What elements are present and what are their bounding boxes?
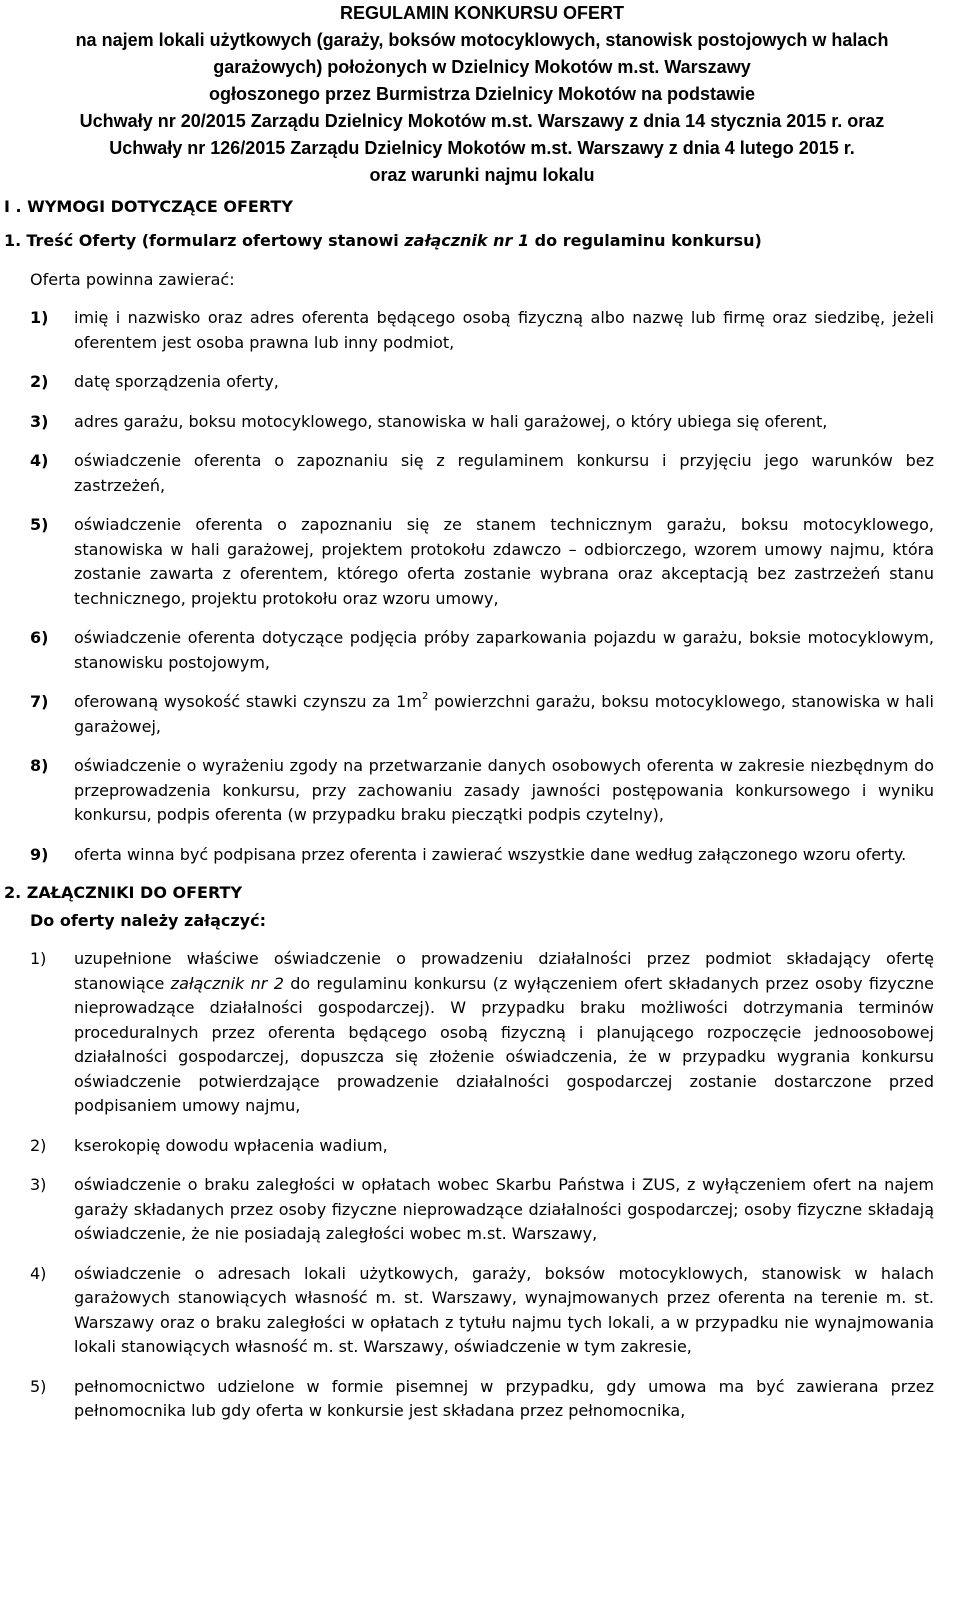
list-item	[30, 370, 934, 395]
item-number: 5)	[30, 1376, 47, 1396]
point-heading	[4, 230, 934, 252]
section-heading-requirements: I . WYMOGI DOTYCZĄCE OFERTY	[4, 197, 293, 216]
item-text-part: oferowaną wysokość stawki czynszu za 1m	[74, 692, 422, 711]
item-number: 7)	[30, 692, 49, 711]
item-text: imię i nazwisko oraz adres oferenta będącego osobą fizyczną albo nazwę lub firmę oraz siedzibę, jeżeli oferentem jest osoba prawna lub inny podmiot,	[74, 308, 934, 352]
item-text-part: powierzchni garażu, boksu motocyklowego, stanowiska w hali garażowej,	[74, 692, 934, 736]
item-text-italic: załącznik nr 2	[170, 973, 284, 993]
item-text	[74, 947, 934, 1119]
offer-contents-list	[30, 306, 934, 867]
point-number: 1.	[4, 231, 22, 250]
title-line: ogłoszonego przez Burmistrza Dzielnicy Mokotów na podstawie	[208, 84, 756, 104]
title-line: Uchwały nr 126/2015 Zarządu Dzielnicy Mokotów m.st. Warszawy z dnia 4 lutego 2015 r.	[109, 138, 855, 158]
list-item	[30, 449, 934, 498]
item-number: 9)	[30, 844, 49, 864]
item-text: adres garażu, boksu motocyklowego, stanowiska w hali garażowej, o który ubiega się oferent,	[74, 411, 828, 431]
item-number: 5)	[30, 515, 49, 534]
title-line: Uchwały nr 20/2015 Zarządu Dzielnicy Mokotów m.st. Warszawy z dnia 14 stycznia 2015 r. oraz	[79, 111, 885, 131]
item-number: 1)	[30, 308, 49, 327]
list-item	[30, 626, 934, 675]
item-text: oświadczenie oferenta o zapoznaniu się ze stanem technicznym garażu, boksu motocyklowego, stanowiska w hali garażowej, projektem protokołu zdawczo – odbiorczego, wzorem umowy najmu, która zostanie zawarta z oferentem, którego oferta zostanie wybrana oraz akceptacją bez zastrzeżeń stanu technicznego, projektu protokołu oraz wzoru umowy,	[74, 515, 934, 608]
list-item	[30, 410, 934, 435]
item-text: oświadczenie o wyrażeniu zgody na przetwarzanie danych osobowych oferenta w zakresie niezbędnym do przeprowadzenia konkursu, przy zachowaniu zasady jawności postępowania konkursowego i wyniku konkursu, podpis oferenta (w przypadku braku pieczątki podpis czytelny),	[74, 756, 934, 824]
list-item	[30, 1262, 934, 1360]
list-item	[30, 1173, 934, 1247]
item-text	[74, 690, 934, 739]
list-item	[30, 947, 934, 1119]
item-number: 3)	[30, 1175, 47, 1194]
title-line: oraz warunki najmu lokalu	[369, 165, 595, 185]
list-item	[30, 1134, 934, 1159]
attachments-list	[30, 947, 934, 1424]
list-item	[30, 843, 934, 868]
section-heading-attachments: 2. ZAŁĄCZNIKI DO OFERTY	[4, 883, 243, 902]
item-number: 4)	[30, 451, 49, 470]
item-text-part: uzupełnione właściwe oświadczenie o prowadzeniu działalności przez podmiot składający ofertę stanowiące	[74, 949, 934, 993]
item-number: 1)	[30, 949, 47, 968]
list-item	[30, 513, 934, 611]
regulation-title	[30, 0, 934, 189]
item-number: 6)	[30, 628, 49, 647]
point-text: Treść Oferty (formularz ofertowy stanowi	[26, 231, 405, 250]
item-text: oświadczenie o adresach lokali użytkowych, garaży, boksów motocyklowych, stanowisk w halach garażowych stanowiących własność m. st. Warszawy, wynajmowanych przez oferenta na terenie m. st. Warszawy oraz o braku zaległości w opłatach z tytułu najmu tych lokali, a w przypadku nie wynajmowania lokali stanowiących własność m. st. Warszawy, oświadczenie w tym zakresie,	[74, 1263, 934, 1356]
item-text: oświadczenie oferenta dotyczące podjęcia próby zaparkowania pojazdu w garażu, boksie motocyklowym, stanowisku postojowym,	[74, 628, 934, 672]
item-text: pełnomocnictwo udzielone w formie pisemnej w przypadku, gdy umowa ma być zawierana przez pełnomocnika lub gdy oferta w konkursie jest składana przez pełnomocnika,	[74, 1376, 934, 1420]
point-text-italic: załącznik nr 1	[404, 231, 530, 250]
attachments-subheading: Do oferty należy załączyć:	[30, 911, 266, 930]
title-line: garażowych) położonych w Dzielnicy Mokotów m.st. Warszawy	[213, 57, 751, 77]
list-item	[30, 754, 934, 828]
item-number: 2)	[30, 1135, 47, 1155]
item-text-part: do regulaminu konkursu (z wyłączeniem ofert składanych przez osoby fizyczne nieprowadzące działalności gospodarczej). W przypadku braku możliwości dotrzymania terminów proceduralnych przez oferenta będącego osobą fizyczną i planującego rozpoczęcie jednoosobowej działalności gospodarczej, dopuszcza się złożenie oświadczenia, że w przypadku wygrania konkursu oświadczenie potwierdzające prowadzenie działalności gospodarczej zostanie dostarczone przed podpisaniem umowy najmu,	[74, 973, 935, 1115]
item-number: 2)	[30, 372, 49, 391]
list-item	[30, 690, 934, 739]
list-item	[30, 1375, 934, 1424]
item-text: datę sporządzenia oferty,	[74, 372, 279, 391]
item-text: kserokopię dowodu wpłacenia wadium,	[74, 1135, 388, 1155]
item-number: 3)	[30, 411, 49, 431]
item-text: oświadczenie oferenta o zapoznaniu się z regulaminem konkursu i przyjęciu jego warunków bez zastrzeżeń,	[74, 451, 934, 495]
title-line: na najem lokali użytkowych (garaży, boksów motocyklowych, stanowisk postojowych w halach	[75, 30, 889, 50]
item-text: oferta winna być podpisana przez oferenta i zawierać wszystkie dane według załączonego wzoru oferty.	[74, 844, 907, 864]
superscript: 2	[421, 691, 429, 702]
item-number: 8)	[30, 756, 49, 775]
list-item	[30, 306, 934, 355]
item-number: 4)	[30, 1263, 47, 1283]
title-line: REGULAMIN KONKURSU OFERT	[340, 3, 624, 23]
offer-contents-subheading: Oferta powinna zawierać:	[30, 270, 235, 289]
point-text: do regulaminu konkursu)	[529, 231, 762, 250]
item-text: oświadczenie o braku zaległości w opłatach wobec Skarbu Państwa i ZUS, z wyłączeniem ofert na najem garaży składanych przez osoby fizyczne nieprowadzące działalności gospodarczej; osoby fizyczne składają oświadczenie, że nie posiadają zaległości wobec m.st. Warszawy,	[74, 1175, 934, 1243]
